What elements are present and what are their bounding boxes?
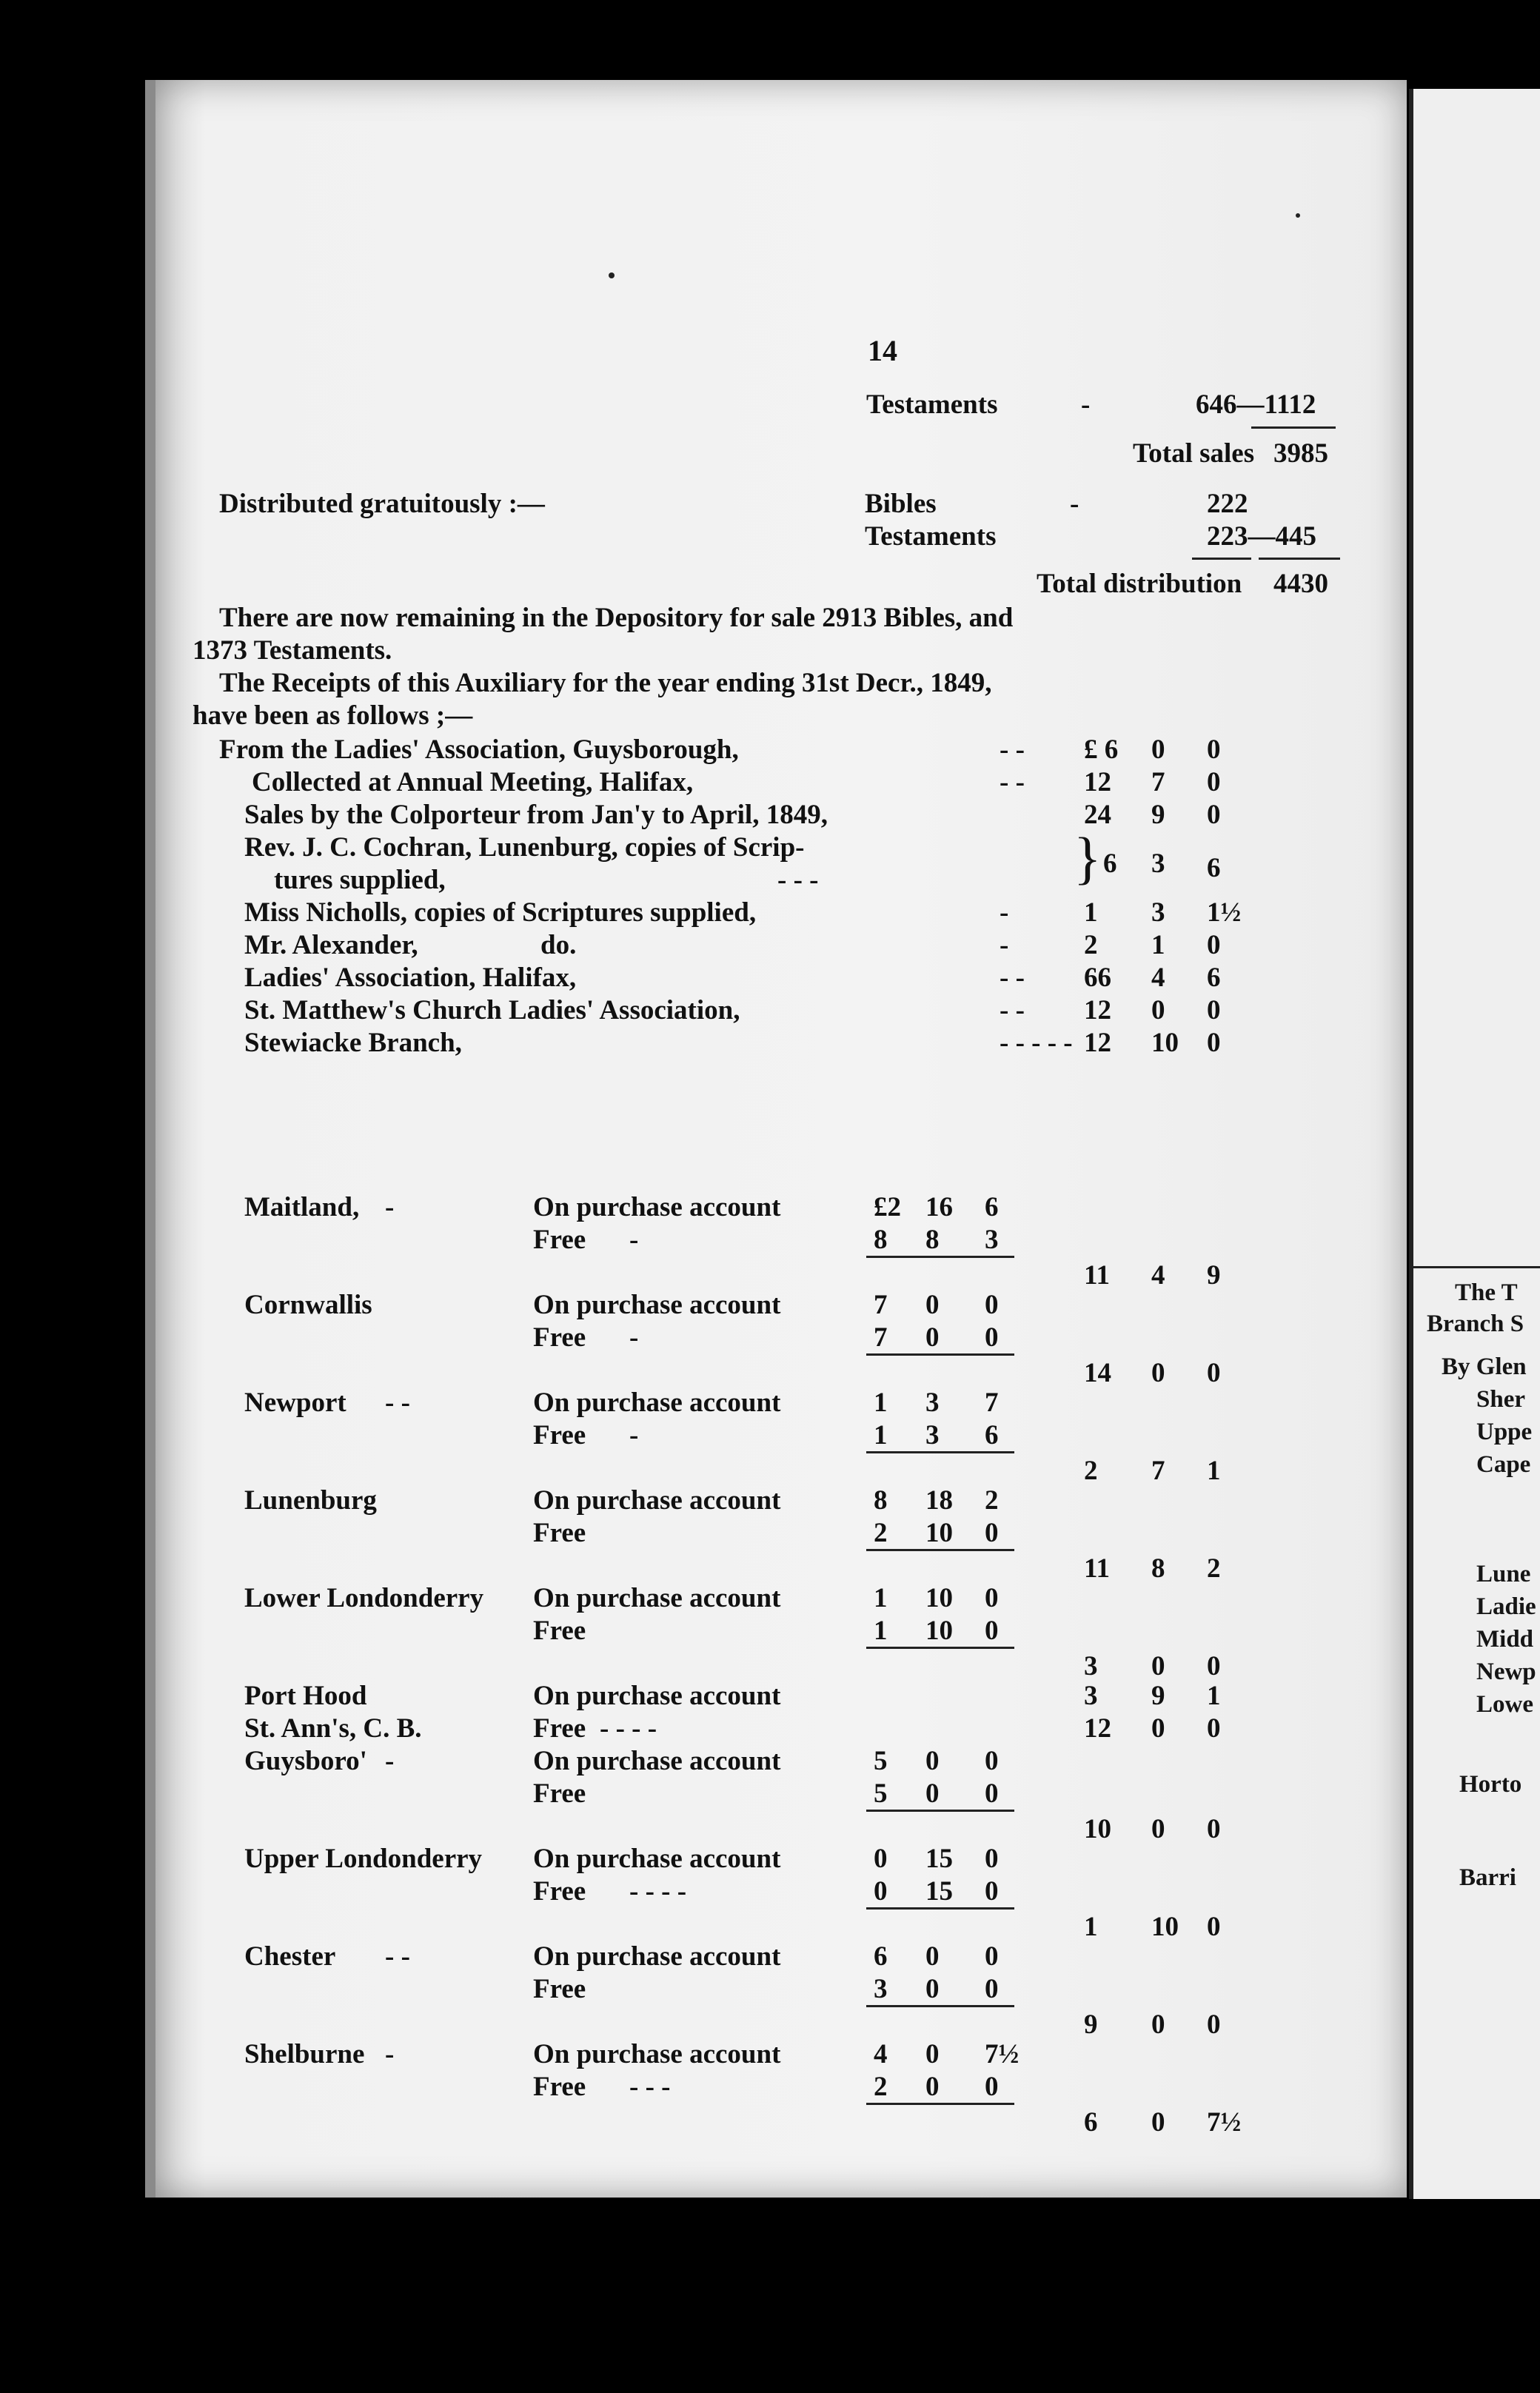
account-type: Free: [533, 1876, 586, 1907]
facing-page-line: By Glen: [1442, 1353, 1527, 1380]
shillings-value: 0: [925, 2039, 940, 2069]
receipt-label: Miss Nicholls, copies of Scriptures supplied,: [244, 897, 757, 928]
pence-value: 2: [985, 1485, 999, 1516]
pence-value: 6: [1207, 963, 1221, 993]
pounds-value: 1: [1084, 897, 1098, 928]
pence-value: 0: [1207, 767, 1221, 797]
pence-value: 1½: [1207, 897, 1242, 928]
receipt-label: Collected at Annual Meeting, Halifax,: [252, 767, 694, 797]
branch-total-shillings: 8: [1151, 1553, 1165, 1584]
account-type: Free: [533, 1225, 586, 1255]
distributed-label: Distributed gratuitously :—: [219, 489, 545, 519]
branch-total-pounds: 11: [1084, 1553, 1110, 1584]
shillings-value: 0: [925, 1974, 940, 2004]
leader-dash: - -: [1000, 734, 1025, 765]
shillings-value: 0: [925, 1746, 940, 1776]
pounds-value: 3: [874, 1974, 888, 2004]
shillings-value: 18: [925, 1485, 953, 1516]
branch-total-shillings: 0: [1151, 1358, 1165, 1388]
subtotal-rule: [866, 1549, 1014, 1551]
shillings-value: 15: [925, 1876, 953, 1907]
pounds-value: 8: [874, 1225, 888, 1255]
pounds-value: £ 6: [1084, 734, 1119, 765]
bibles-label: Bibles: [865, 489, 937, 519]
branch-total-shillings: 0: [1151, 2009, 1165, 2040]
summary-rule: [1251, 426, 1336, 429]
receipt-label: Mr. Alexander,: [244, 930, 418, 960]
branch-total-pounds: 6: [1084, 2107, 1098, 2138]
shillings-value: 3: [925, 1420, 940, 1450]
pounds-value: 12: [1084, 1028, 1111, 1058]
facing-page-line: Uppe: [1476, 1419, 1533, 1445]
shillings-value: 10: [925, 1616, 953, 1646]
branch-total-pence: 0: [1207, 1814, 1221, 1844]
branch-total-pounds: 9: [1084, 2009, 1098, 2040]
leader-dash: -: [385, 2039, 395, 2069]
paragraph-line: The Receipts of this Auxiliary for the year ending 31st Decr., 1849,: [219, 668, 992, 698]
shillings-value: 9: [1151, 800, 1165, 830]
branch-total-pounds: 14: [1084, 1358, 1111, 1388]
branch-name: Newport: [244, 1388, 346, 1418]
pence-value: 0: [985, 1844, 999, 1874]
branch-name: Guysboro': [244, 1746, 367, 1776]
facing-page-line: Lowe: [1476, 1691, 1533, 1718]
subtotal-rule: [866, 1647, 1014, 1649]
facing-page-line: Horto: [1459, 1771, 1522, 1798]
shillings-value: 4: [1151, 963, 1165, 993]
branch-total-shillings: 0: [1151, 1814, 1165, 1844]
pounds-value: 5: [874, 1778, 888, 1809]
pounds-value: 24: [1084, 800, 1111, 830]
shillings-value: 3: [925, 1388, 940, 1418]
pence-value: 0: [985, 1290, 999, 1320]
leader-dash: -: [385, 1746, 395, 1776]
receipt-label: Stewiacke Branch,: [244, 1028, 462, 1058]
pence-value: 0: [1207, 1713, 1221, 1744]
testaments-label: Testaments: [866, 389, 998, 420]
branch-total-pounds: 2: [1084, 1456, 1098, 1486]
summary-rule: [1192, 558, 1251, 560]
branch-name: Maitland,: [244, 1192, 360, 1222]
facing-page-line: Cape: [1476, 1451, 1531, 1478]
scan-speck: [1296, 213, 1300, 218]
account-type: Free: [533, 1322, 586, 1353]
branch-total-pence: 0: [1207, 2009, 1221, 2040]
pounds-value: 4: [874, 2039, 888, 2069]
pounds-value: 0: [874, 1844, 888, 1874]
branch-name: Cornwallis: [244, 1290, 372, 1320]
subtotal-rule: [866, 1810, 1014, 1812]
pounds-value: 12: [1084, 995, 1111, 1025]
branch-total-pence: 7½: [1207, 2107, 1242, 2138]
shillings-value: 16: [925, 1192, 953, 1222]
account-type: Free: [533, 1616, 586, 1646]
shillings-value: 10: [925, 1518, 953, 1548]
pence-value: 6: [985, 1420, 999, 1450]
facing-page-line: Ladie: [1476, 1593, 1536, 1620]
subtotal-rule: [866, 1256, 1014, 1258]
pounds-value: 66: [1084, 963, 1111, 993]
pence-value: 0: [985, 1518, 999, 1548]
pence-value: 0: [985, 1746, 999, 1776]
branch-name: Port Hood: [244, 1681, 367, 1711]
shillings-value: 7: [1151, 767, 1165, 797]
facing-page-line: Lune: [1476, 1561, 1531, 1587]
leader-dash: - -: [1000, 767, 1025, 797]
facing-page-line: Midd: [1476, 1626, 1534, 1653]
shillings-value: 0: [1151, 734, 1165, 765]
receipt-label: Sales by the Colporteur from Jan'y to April, 1849,: [244, 800, 828, 830]
pounds-value: £2: [874, 1192, 901, 1222]
subtotal-rule: [866, 1353, 1014, 1356]
account-type: On purchase account: [533, 1290, 781, 1320]
account-type: On purchase account: [533, 1941, 781, 1972]
leader-dash: - -: [385, 1941, 410, 1972]
pounds-value: 6: [1103, 849, 1117, 879]
shillings-value: 8: [925, 1225, 940, 1255]
branch-name: St. Ann's, C. B.: [244, 1713, 422, 1744]
branch-total-pence: 0: [1207, 1358, 1221, 1388]
total-sales-label: Total sales: [1133, 438, 1255, 469]
shillings-value: 0: [925, 1778, 940, 1809]
pence-value: 0: [1207, 734, 1221, 765]
pence-value: 0: [1207, 930, 1221, 960]
document-page: [145, 80, 1407, 2198]
shillings-value: 3: [1151, 849, 1165, 879]
account-type: Free: [533, 1713, 586, 1744]
shillings-value: 0: [925, 1941, 940, 1972]
pence-value: 0: [985, 1941, 999, 1972]
account-type: On purchase account: [533, 1583, 781, 1613]
branch-total-pence: 9: [1207, 1260, 1221, 1291]
subtotal-rule: [866, 1907, 1014, 1910]
leader-dash: -: [1081, 389, 1091, 420]
paragraph-line: have been as follows ;—: [192, 700, 473, 731]
facing-page-fragment: [1409, 89, 1540, 2199]
account-type: Free: [533, 1778, 586, 1809]
account-type: On purchase account: [533, 1192, 781, 1222]
pence-value: 6: [985, 1192, 999, 1222]
branch-name: Chester: [244, 1941, 336, 1972]
pounds-value: 8: [874, 1485, 888, 1516]
leader-dash: -: [629, 1420, 639, 1450]
shillings-value: 0: [925, 1322, 940, 1353]
scan-speck: [609, 272, 615, 278]
pounds-value: 12: [1084, 767, 1111, 797]
shillings-value: 0: [1151, 995, 1165, 1025]
pounds-value: 3: [1084, 1681, 1098, 1711]
receipt-label: Rev. J. C. Cochran, Lunenburg, copies of Scrip-: [244, 832, 805, 863]
shillings-value: 0: [1151, 1713, 1165, 1744]
branch-total-shillings: 0: [1151, 2107, 1165, 2138]
receipt-label: From the Ladies' Association, Guysborough,: [219, 734, 739, 765]
pounds-value: 1: [874, 1583, 888, 1613]
shillings-value: 1: [1151, 930, 1165, 960]
branch-total-pence: 1: [1207, 1456, 1221, 1486]
account-type: On purchase account: [533, 1485, 781, 1516]
pounds-value: 1: [874, 1616, 888, 1646]
branch-total-shillings: 0: [1151, 1651, 1165, 1681]
facing-page-rule: [1413, 1266, 1540, 1268]
pounds-value: 0: [874, 1876, 888, 1907]
pence-value: 0: [1207, 995, 1221, 1025]
leader-dash: - - -: [777, 865, 819, 895]
paragraph-line: 1373 Testaments.: [192, 635, 392, 666]
shillings-value: 9: [1151, 1681, 1165, 1711]
account-type: On purchase account: [533, 1681, 781, 1711]
facing-page-line: Sher: [1476, 1386, 1525, 1413]
receipt-label-continued: tures supplied,: [274, 865, 446, 895]
pence-value: 3: [985, 1225, 999, 1255]
branch-name: Upper Londonderry: [244, 1844, 483, 1874]
paragraph-line: There are now remaining in the Depository for sale 2913 Bibles, and: [219, 603, 1014, 633]
pounds-value: 6: [874, 1941, 888, 1972]
pence-value: 0: [985, 1616, 999, 1646]
leader-dash: - -: [1000, 963, 1025, 993]
pounds-value: 2: [874, 2072, 888, 2102]
branch-total-shillings: 4: [1151, 1260, 1165, 1291]
shillings-value: 3: [1151, 897, 1165, 928]
pence-value: 0: [985, 1974, 999, 2004]
leader-dash: - - - - -: [1000, 1028, 1073, 1058]
leader-dash: -: [629, 1225, 639, 1255]
leader-dash: - - -: [629, 2072, 671, 2102]
testaments-value: 646—1112: [1196, 389, 1316, 420]
testaments-label: Testaments: [865, 521, 997, 552]
pence-value: 0: [985, 2072, 999, 2102]
pence-value: 0: [985, 1322, 999, 1353]
facing-page-line: Branch S: [1427, 1311, 1524, 1337]
account-type: Free: [533, 2072, 586, 2102]
pence-value: 0: [985, 1778, 999, 1809]
leader-dash: -: [1000, 897, 1009, 928]
pence-value: 7½: [985, 2039, 1020, 2069]
pence-value: 6: [1207, 853, 1221, 883]
leader-dash: - - - -: [600, 1713, 657, 1744]
pounds-value: 7: [874, 1322, 888, 1353]
total-distribution-label: Total distribution: [1037, 569, 1242, 599]
bibles-value: 222: [1207, 489, 1248, 519]
facing-page-line: Newp: [1476, 1659, 1536, 1685]
branch-total-shillings: 7: [1151, 1456, 1165, 1486]
branch-total-pounds: 3: [1084, 1651, 1098, 1681]
pence-value: 7: [985, 1388, 999, 1418]
branch-name: Shelburne: [244, 2039, 365, 2069]
pounds-value: 7: [874, 1290, 888, 1320]
subtotal-rule: [866, 2103, 1014, 2105]
shillings-value: 15: [925, 1844, 953, 1874]
branch-total-shillings: 10: [1151, 1912, 1179, 1942]
shillings-value: 10: [925, 1583, 953, 1613]
total-distribution-value: 4430: [1273, 569, 1328, 599]
brace-mark: }: [1074, 826, 1102, 890]
account-type: Free: [533, 1420, 586, 1450]
subtotal-rule: [866, 2005, 1014, 2007]
receipt-label: St. Matthew's Church Ladies' Association,: [244, 995, 740, 1025]
subtotal-rule: [866, 1451, 1014, 1453]
branch-total-pounds: 1: [1084, 1912, 1098, 1942]
branch-total-pounds: 11: [1084, 1260, 1110, 1291]
leader-dash: -: [1000, 930, 1009, 960]
testaments-value: 223—445: [1207, 521, 1316, 552]
pounds-value: 5: [874, 1746, 888, 1776]
pounds-value: 1: [874, 1388, 888, 1418]
pence-value: 0: [985, 1583, 999, 1613]
pounds-value: 12: [1084, 1713, 1111, 1744]
leader-dash: -: [385, 1192, 395, 1222]
pounds-value: 2: [1084, 930, 1098, 960]
facing-page-line: The T: [1455, 1279, 1518, 1306]
leader-dash: - - - -: [629, 1876, 687, 1907]
leader-dash: - -: [1000, 995, 1025, 1025]
leader-dash: -: [1070, 489, 1079, 519]
receipt-label: Ladies' Association, Halifax,: [244, 963, 577, 993]
branch-total-pence: 2: [1207, 1553, 1221, 1584]
shillings-value: 0: [925, 2072, 940, 2102]
branch-total-pounds: 10: [1084, 1814, 1111, 1844]
account-type: Free: [533, 1974, 586, 2004]
account-type: Free: [533, 1518, 586, 1548]
pence-value: 0: [985, 1876, 999, 1907]
leader-dash: - -: [385, 1388, 410, 1418]
facing-page-line: Barri: [1459, 1864, 1516, 1891]
branch-total-pence: 0: [1207, 1651, 1221, 1681]
account-type: On purchase account: [533, 1746, 781, 1776]
summary-rule: [1259, 558, 1340, 560]
ditto-mark: do.: [540, 930, 577, 960]
shillings-value: 10: [1151, 1028, 1179, 1058]
shillings-value: 0: [925, 1290, 940, 1320]
total-sales-value: 3985: [1273, 438, 1328, 469]
pence-value: 0: [1207, 800, 1221, 830]
pence-value: 0: [1207, 1028, 1221, 1058]
account-type: On purchase account: [533, 1844, 781, 1874]
branch-name: Lunenburg: [244, 1485, 377, 1516]
leader-dash: -: [629, 1322, 639, 1353]
branch-total-pence: 0: [1207, 1912, 1221, 1942]
branch-name: Lower Londonderry: [244, 1583, 484, 1613]
account-type: On purchase account: [533, 2039, 781, 2069]
pounds-value: 1: [874, 1420, 888, 1450]
page-number: 14: [868, 334, 897, 367]
pounds-value: 2: [874, 1518, 888, 1548]
pence-value: 1: [1207, 1681, 1221, 1711]
account-type: On purchase account: [533, 1388, 781, 1418]
